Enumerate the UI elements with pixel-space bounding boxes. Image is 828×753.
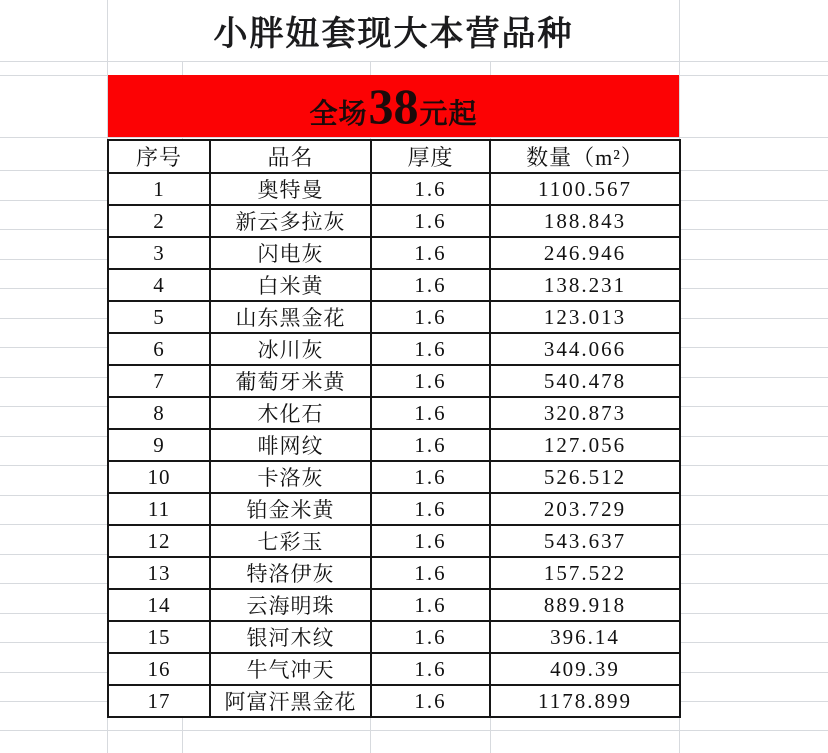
cell-quantity[interactable]: 396.14: [490, 621, 680, 653]
cell-quantity[interactable]: 344.066: [490, 333, 680, 365]
cell-quantity[interactable]: 127.056: [490, 429, 680, 461]
cell-quantity[interactable]: 1178.899: [490, 685, 680, 717]
cell-quantity[interactable]: 203.729: [490, 493, 680, 525]
cell-product-name[interactable]: 牛气冲天: [210, 653, 371, 685]
cell-serial-number[interactable]: 10: [108, 461, 210, 493]
cell-thickness[interactable]: 1.6: [371, 621, 490, 653]
gridline-horizontal: [0, 61, 828, 62]
cell-quantity[interactable]: 1100.567: [490, 173, 680, 205]
cell-serial-number[interactable]: 13: [108, 557, 210, 589]
cell-product-name[interactable]: 奥特曼: [210, 173, 371, 205]
cell-serial-number[interactable]: 11: [108, 493, 210, 525]
cell-serial-number[interactable]: 5: [108, 301, 210, 333]
cell-thickness[interactable]: 1.6: [371, 333, 490, 365]
cell-thickness[interactable]: 1.6: [371, 525, 490, 557]
table-row: [108, 333, 680, 365]
table-row: [108, 653, 680, 685]
cell-quantity[interactable]: 543.637: [490, 525, 680, 557]
cell-thickness[interactable]: 1.6: [371, 557, 490, 589]
promo-prefix: 全场: [309, 99, 368, 130]
cell-thickness[interactable]: 1.6: [371, 397, 490, 429]
cell-thickness[interactable]: 1.6: [371, 173, 490, 205]
cell-serial-number[interactable]: 8: [108, 397, 210, 429]
cell-product-name[interactable]: 闪电灰: [210, 237, 371, 269]
cell-product-name[interactable]: 云海明珠: [210, 589, 371, 621]
table-row: [108, 301, 680, 333]
title-cell[interactable]: [108, 0, 679, 61]
col-header-serial[interactable]: 序号: [108, 140, 210, 173]
cell-product-name[interactable]: 冰川灰: [210, 333, 371, 365]
cell-product-name[interactable]: 啡网纹: [210, 429, 371, 461]
cell-serial-number[interactable]: 3: [108, 237, 210, 269]
cell-thickness[interactable]: 1.6: [371, 205, 490, 237]
cell-thickness[interactable]: 1.6: [371, 237, 490, 269]
table-row: [108, 429, 680, 461]
table-row: [108, 493, 680, 525]
promo-suffix: 元起: [419, 99, 478, 130]
cell-product-name[interactable]: 七彩玉: [210, 525, 371, 557]
cell-quantity[interactable]: 320.873: [490, 397, 680, 429]
cell-quantity[interactable]: 188.843: [490, 205, 680, 237]
table-row: [108, 685, 680, 717]
cell-product-name[interactable]: 木化石: [210, 397, 371, 429]
table-row: [108, 269, 680, 301]
page-title: 小胖妞套现大本营品种: [213, 16, 574, 53]
cell-serial-number[interactable]: 16: [108, 653, 210, 685]
table-row: [108, 557, 680, 589]
cell-product-name[interactable]: 山东黑金花: [210, 301, 371, 333]
cell-product-name[interactable]: 铂金米黄: [210, 493, 371, 525]
cell-serial-number[interactable]: 12: [108, 525, 210, 557]
cell-serial-number[interactable]: 6: [108, 333, 210, 365]
cell-thickness[interactable]: 1.6: [371, 365, 490, 397]
cell-quantity[interactable]: 540.478: [490, 365, 680, 397]
promo-text: [309, 78, 478, 134]
col-header-name[interactable]: 品名: [210, 140, 371, 173]
table-row: [108, 173, 680, 205]
table-row: [108, 461, 680, 493]
cell-product-name[interactable]: 阿富汗黑金花: [210, 685, 371, 717]
promo-banner[interactable]: [108, 75, 679, 137]
gridline-horizontal: [0, 730, 828, 731]
cell-thickness[interactable]: 1.6: [371, 653, 490, 685]
cell-thickness[interactable]: 1.6: [371, 461, 490, 493]
header-row: [108, 140, 680, 173]
cell-serial-number[interactable]: 4: [108, 269, 210, 301]
cell-thickness[interactable]: 1.6: [371, 269, 490, 301]
col-header-quantity[interactable]: 数量（m²）: [490, 140, 680, 173]
table-row: [108, 621, 680, 653]
cell-serial-number[interactable]: 14: [108, 589, 210, 621]
cell-quantity[interactable]: 123.013: [490, 301, 680, 333]
cell-quantity[interactable]: 889.918: [490, 589, 680, 621]
table-row: [108, 205, 680, 237]
cell-product-name[interactable]: 银河木纹: [210, 621, 371, 653]
cell-product-name[interactable]: 白米黄: [210, 269, 371, 301]
cell-serial-number[interactable]: 7: [108, 365, 210, 397]
promo-price: 38: [368, 78, 419, 134]
price-table: [107, 139, 681, 718]
cell-quantity[interactable]: 526.512: [490, 461, 680, 493]
cell-quantity[interactable]: 246.946: [490, 237, 680, 269]
table-row: [108, 397, 680, 429]
cell-thickness[interactable]: 1.6: [371, 493, 490, 525]
table-row: [108, 237, 680, 269]
gridline-horizontal: [0, 137, 828, 138]
cell-quantity[interactable]: 157.522: [490, 557, 680, 589]
cell-product-name[interactable]: 葡萄牙米黄: [210, 365, 371, 397]
cell-product-name[interactable]: 特洛伊灰: [210, 557, 371, 589]
cell-serial-number[interactable]: 17: [108, 685, 210, 717]
cell-product-name[interactable]: 卡洛灰: [210, 461, 371, 493]
table-row: [108, 589, 680, 621]
cell-product-name[interactable]: 新云多拉灰: [210, 205, 371, 237]
cell-serial-number[interactable]: 9: [108, 429, 210, 461]
table-row: [108, 525, 680, 557]
cell-thickness[interactable]: 1.6: [371, 589, 490, 621]
table-row: [108, 365, 680, 397]
cell-serial-number[interactable]: 15: [108, 621, 210, 653]
cell-serial-number[interactable]: 2: [108, 205, 210, 237]
col-header-thickness[interactable]: 厚度: [371, 140, 490, 173]
cell-quantity[interactable]: 138.231: [490, 269, 680, 301]
cell-quantity[interactable]: 409.39: [490, 653, 680, 685]
cell-thickness[interactable]: 1.6: [371, 301, 490, 333]
cell-serial-number[interactable]: 1: [108, 173, 210, 205]
cell-thickness[interactable]: 1.6: [371, 429, 490, 461]
cell-thickness[interactable]: 1.6: [371, 685, 490, 717]
